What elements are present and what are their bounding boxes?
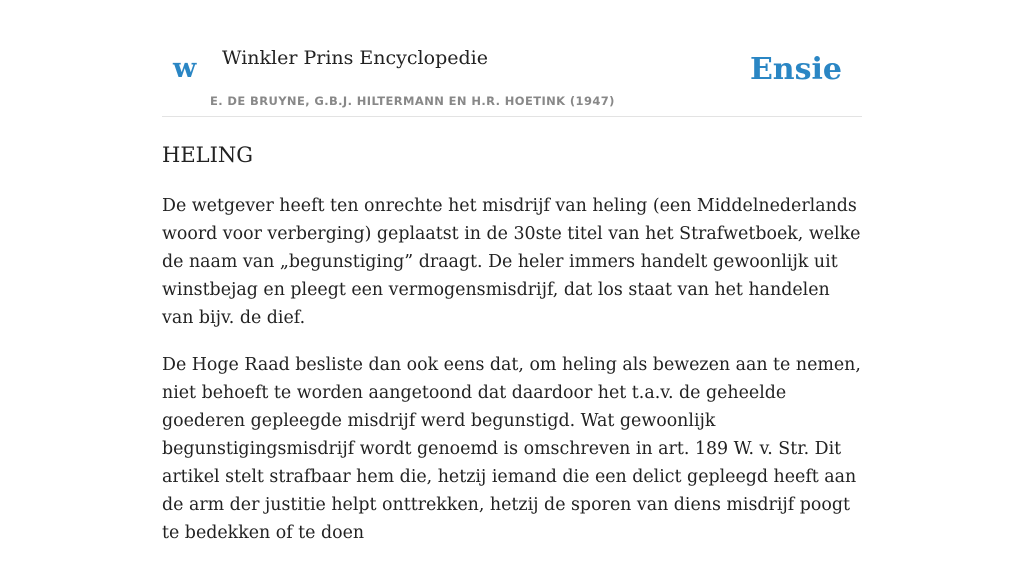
article-title: HELING: [162, 143, 254, 167]
encyclopedia-title[interactable]: Winkler Prins Encyclopedie: [222, 47, 488, 69]
article-paragraph-1: De wetgever heeft ten onrechte het misdrijf van heling (een Middelnederlands woord voor verberging) geplaatst in de 30ste titel van het Strafwetboek, welke de naam van „begunstiging” draagt. De heler immers handelt gewoonlijk uit winstbejag en pleegt een vermogensmisdrijf, dat los staat van het handelen van bijv. de dief.: [162, 196, 861, 328]
encyclopedia-logo[interactable]: w: [173, 53, 197, 84]
site-header: [162, 0, 862, 117]
article-paragraph-2: De Hoge Raad besliste dan ook eens dat, om heling als bewezen aan te nemen, niet behoeft te worden aangetoond dat daardoor het t.a.v. de geheelde goederen gepleegde misdrijf werd begunstigd. Wat gewoonlijk begunstigingsmisdrijf wordt genoemd is omschreven in art. 189 W. v. Str. Dit artikel stelt strafbaar hem die, hetzij iemand die een delict gepleegd heeft aan de arm der justitie helpt onttrekken, hetzij de sporen van diens misdrijf poogt te bedekken of te doen: [162, 355, 861, 543]
article-body: [162, 192, 862, 566]
ensie-brand-link[interactable]: Ensie: [749, 52, 842, 87]
authors-line: E. DE BRUYNE, G.B.J. HILTERMANN EN H.R. HOETINK (1947): [210, 94, 615, 108]
